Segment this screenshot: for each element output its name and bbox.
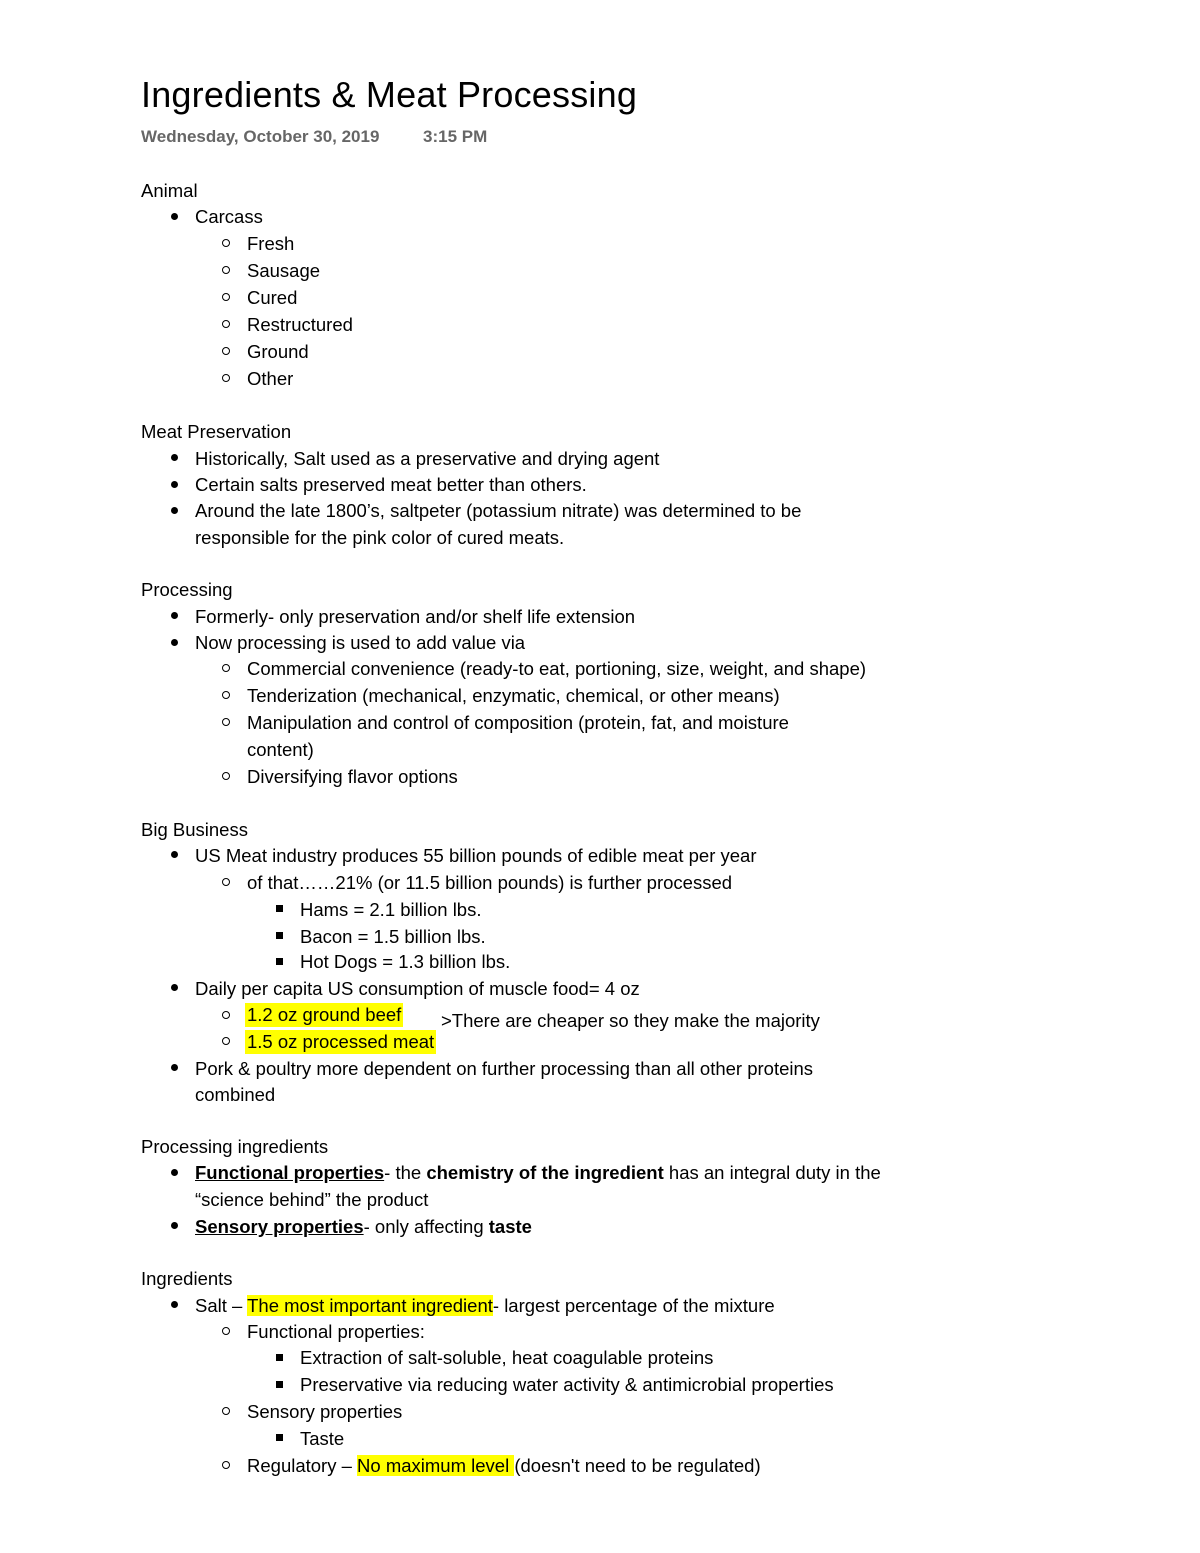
bullet-icon xyxy=(171,612,178,619)
side-note: >There are cheaper so they make the majority xyxy=(441,1010,820,1031)
circle-bullet-icon xyxy=(222,878,230,886)
circle-bullet-icon xyxy=(222,1011,230,1019)
page-title: Ingredients & Meat Processing xyxy=(141,74,638,115)
list-item: Bacon = 1.5 billion lbs. xyxy=(300,926,486,947)
list-item-continuation: content) xyxy=(247,739,314,760)
circle-bullet-icon xyxy=(222,691,230,699)
list-item: Fresh xyxy=(247,233,295,254)
list-item: Formerly- only preservation and/or shelf life extension xyxy=(195,606,636,627)
term-functional-properties: Functional properties xyxy=(195,1162,385,1183)
circle-bullet-icon xyxy=(222,320,230,328)
list-item: Cured xyxy=(247,287,298,308)
text-segment: Salt – xyxy=(195,1295,248,1316)
bullet-icon xyxy=(171,984,178,991)
list-item: Tenderization (mechanical, enzymatic, chemical, or other means) xyxy=(247,685,780,706)
list-item: Manipulation and control of composition (protein, fat, and moisture xyxy=(247,712,789,733)
list-item: Sausage xyxy=(247,260,321,281)
square-bullet-icon xyxy=(276,905,283,912)
bold-phrase: chemistry of the ingredient xyxy=(426,1162,664,1183)
text-segment: - only affecting xyxy=(363,1216,489,1237)
list-item: Now processing is used to add value via xyxy=(195,632,526,653)
square-bullet-icon xyxy=(276,932,283,939)
square-bullet-icon xyxy=(276,1434,283,1441)
bullet-icon xyxy=(171,851,178,858)
page-time: 3:15 PM xyxy=(423,127,488,146)
section-heading-ingredients: Ingredients xyxy=(141,1268,233,1289)
bullet-icon xyxy=(171,481,178,488)
bullet-icon xyxy=(171,1301,178,1308)
list-item: Preservative via reducing water activity & antimicrobial properties xyxy=(300,1374,834,1395)
list-item: Sensory properties xyxy=(247,1401,403,1422)
list-item: Taste xyxy=(300,1428,345,1449)
circle-bullet-icon xyxy=(222,772,230,780)
circle-bullet-icon xyxy=(222,293,230,301)
square-bullet-icon xyxy=(276,1354,283,1361)
list-item: Commercial convenience (ready-to eat, portioning, size, weight, and shape) xyxy=(247,658,867,679)
text-segment: (doesn't need to be regulated) xyxy=(514,1455,761,1476)
highlighted-phrase: The most important ingredient xyxy=(247,1295,493,1316)
highlighted-phrase: No maximum level xyxy=(357,1455,515,1476)
circle-bullet-icon xyxy=(222,1461,230,1469)
page-date: Wednesday, October 30, 2019 xyxy=(141,127,380,146)
text-segment: - largest percentage of the mixture xyxy=(492,1295,775,1316)
list-item: Hams = 2.1 billion lbs. xyxy=(300,899,482,920)
circle-bullet-icon xyxy=(222,664,230,672)
list-item-functional-properties xyxy=(195,1161,881,1185)
circle-bullet-icon xyxy=(222,718,230,726)
list-item: US Meat industry produces 55 billion pounds of edible meat per year xyxy=(195,845,757,866)
list-item-regulatory xyxy=(247,1454,761,1478)
list-item: Other xyxy=(247,368,294,389)
list-item: Restructured xyxy=(247,314,353,335)
text-segment: has an integral duty in the xyxy=(663,1162,881,1183)
list-item: Pork & poultry more dependent on further processing than all other proteins xyxy=(195,1058,814,1079)
list-item: Diversifying flavor options xyxy=(247,766,458,787)
circle-bullet-icon xyxy=(222,266,230,274)
list-item: Functional properties: xyxy=(247,1321,425,1342)
circle-bullet-icon xyxy=(222,1407,230,1415)
bold-phrase: taste xyxy=(488,1216,532,1237)
circle-bullet-icon xyxy=(222,239,230,247)
circle-bullet-icon xyxy=(222,1327,230,1335)
list-item-continuation: combined xyxy=(195,1084,276,1105)
bullet-icon xyxy=(171,507,178,514)
highlighted-item: 1.2 oz ground beef xyxy=(247,1004,402,1025)
section-heading-processing-ingredients: Processing ingredients xyxy=(141,1136,329,1157)
term-sensory-properties: Sensory properties xyxy=(195,1216,364,1237)
list-item-salt xyxy=(195,1294,775,1318)
list-item-sensory-properties xyxy=(195,1215,532,1239)
bullet-icon xyxy=(171,1222,178,1229)
list-item: Around the late 1800’s, saltpeter (potassium nitrate) was determined to be xyxy=(195,500,802,521)
list-item-continuation: “science behind” the product xyxy=(195,1189,429,1210)
square-bullet-icon xyxy=(276,1381,283,1388)
list-item: Extraction of salt-soluble, heat coagulable proteins xyxy=(300,1347,714,1368)
bullet-icon xyxy=(171,1064,178,1071)
bullet-icon xyxy=(171,1169,178,1176)
list-item-continuation: responsible for the pink color of cured meats. xyxy=(195,527,565,548)
list-item: Hot Dogs = 1.3 billion lbs. xyxy=(300,951,511,972)
list-item: Ground xyxy=(247,341,309,362)
list-item: of that……21% (or 11.5 billion pounds) is further processed xyxy=(247,872,733,893)
highlighted-item: 1.5 oz processed meat xyxy=(247,1031,435,1052)
list-item: Carcass xyxy=(195,206,263,227)
list-item: Historically, Salt used as a preservative and drying agent xyxy=(195,448,660,469)
circle-bullet-icon xyxy=(222,1037,230,1045)
bullet-icon xyxy=(171,213,178,220)
bullet-icon xyxy=(171,639,178,646)
section-heading-big-business: Big Business xyxy=(141,819,248,840)
section-heading-animal: Animal xyxy=(141,180,198,201)
section-heading-preservation: Meat Preservation xyxy=(141,421,292,442)
text-segment: Regulatory – xyxy=(247,1455,358,1476)
square-bullet-icon xyxy=(276,958,283,965)
list-item: Daily per capita US consumption of muscle food= 4 oz xyxy=(195,978,640,999)
text-segment: - the xyxy=(384,1162,427,1183)
list-item: Certain salts preserved meat better than others. xyxy=(195,474,587,495)
section-heading-processing: Processing xyxy=(141,579,233,600)
circle-bullet-icon xyxy=(222,347,230,355)
bullet-icon xyxy=(171,454,178,461)
circle-bullet-icon xyxy=(222,374,230,382)
